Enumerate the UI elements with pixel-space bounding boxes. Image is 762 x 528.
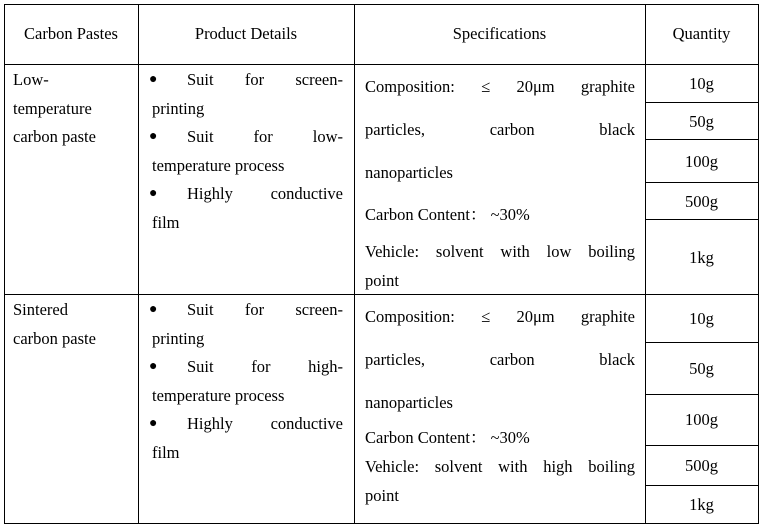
detail-line: Suit for screen- <box>187 70 343 89</box>
quantity-cell: 10g <box>689 309 714 328</box>
border-col-1 <box>138 4 139 524</box>
qty-separator <box>645 342 759 343</box>
spec-line: nanoparticles <box>365 393 453 412</box>
detail-line: printing <box>152 99 205 118</box>
qty-separator <box>645 139 759 140</box>
spec-carbon-content: Carbon Content： ~30% <box>365 205 530 224</box>
header-quantity: Quantity <box>672 24 731 43</box>
bullet-icon: ● <box>149 302 158 317</box>
detail-line: Suit for low- <box>187 127 343 146</box>
qty-separator <box>645 182 759 183</box>
product-name-line: Sintered <box>13 300 68 319</box>
header-carbon-pastes: Carbon Pastes <box>24 24 118 43</box>
spec-carbon-content: Carbon Content： ~30% <box>365 428 530 447</box>
quantity-cell: 10g <box>689 74 714 93</box>
quantity-cell: 500g <box>685 456 718 475</box>
detail-line: temperature process <box>152 386 285 405</box>
quantity-cell: 1kg <box>689 495 714 514</box>
quantity-cell: 100g <box>685 410 718 429</box>
product-name-line: temperature <box>13 99 92 118</box>
qty-separator <box>645 445 759 446</box>
spec-line: point <box>365 271 399 290</box>
qty-separator <box>645 394 759 395</box>
detail-line: printing <box>152 329 205 348</box>
spec-line: particles, carbon black <box>365 120 635 139</box>
border-right <box>758 4 759 524</box>
spec-line: Vehicle: solvent with low boiling <box>365 242 635 261</box>
spec-line: point <box>365 486 399 505</box>
header-product-details: Product Details <box>194 24 298 43</box>
spec-line: nanoparticles <box>365 163 453 182</box>
border-col-2 <box>354 4 355 524</box>
detail-line: film <box>152 213 180 232</box>
qty-separator <box>645 102 759 103</box>
detail-line: Suit for high- <box>187 357 343 376</box>
quantity-cell: 500g <box>685 192 718 211</box>
detail-line: film <box>152 443 180 462</box>
quantity-cell: 100g <box>685 152 718 171</box>
bullet-icon: ● <box>149 359 158 374</box>
spec-line: particles, carbon black <box>365 350 635 369</box>
spec-line: Vehicle: solvent with high boiling <box>365 457 635 476</box>
detail-line: Highly conductive <box>187 184 343 203</box>
bullet-icon: ● <box>149 186 158 201</box>
bullet-icon: ● <box>149 416 158 431</box>
product-name-line: carbon paste <box>13 329 96 348</box>
border-left <box>4 4 5 524</box>
spec-line: Composition: ≤ 20μm graphite <box>365 307 635 326</box>
detail-line: Highly conductive <box>187 414 343 433</box>
qty-separator <box>645 485 759 486</box>
spec-line: Composition: ≤ 20μm graphite <box>365 77 635 96</box>
header-specifications: Specifications <box>452 24 547 43</box>
qty-separator <box>645 219 759 220</box>
quantity-cell: 50g <box>689 112 714 131</box>
product-name-line: carbon paste <box>13 127 96 146</box>
detail-line: Suit for screen- <box>187 300 343 319</box>
bullet-icon: ● <box>149 129 158 144</box>
product-name-line: Low- <box>13 70 49 89</box>
quantity-cell: 50g <box>689 359 714 378</box>
detail-line: temperature process <box>152 156 285 175</box>
quantity-cell: 1kg <box>689 248 714 267</box>
bullet-icon: ● <box>149 72 158 87</box>
